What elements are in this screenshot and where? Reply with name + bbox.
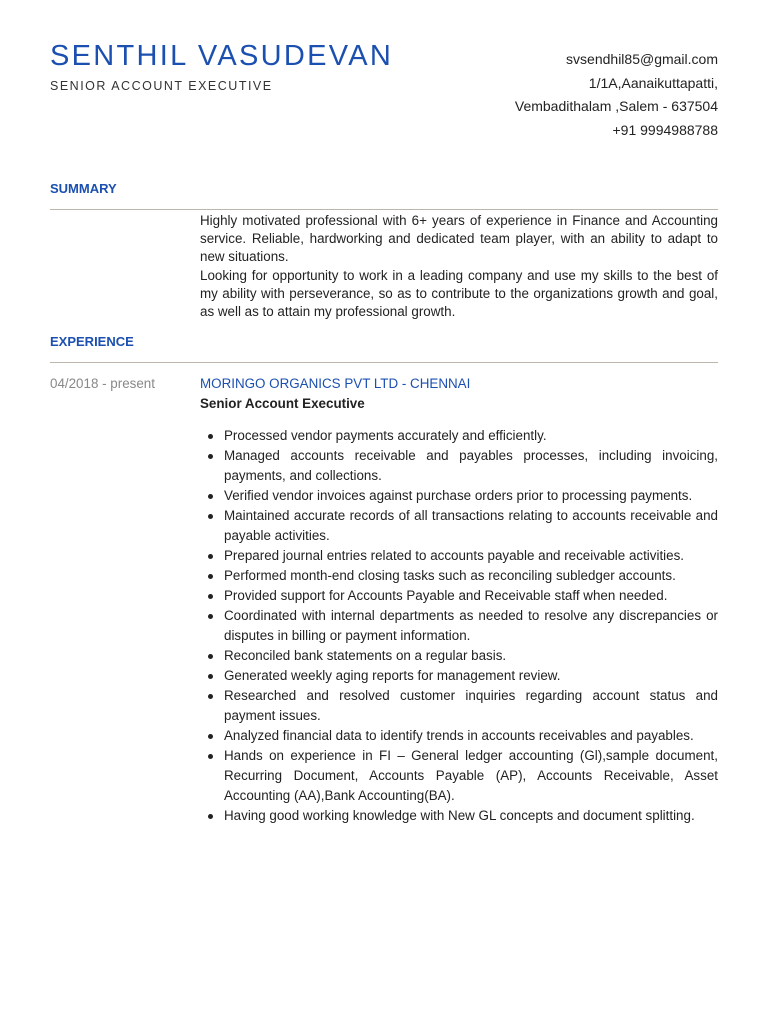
list-item: Coordinated with internal departments as needed to resolve any discrepancies or disputes in billing or payment information. (200, 606, 718, 646)
phone-text: +91 9994988788 (612, 121, 718, 138)
list-item: Maintained accurate records of all transactions relating to accounts receivable and payable activities. (200, 506, 718, 546)
candidate-name: SENTHIL VASUDEVAN (50, 40, 394, 72)
experience-heading: EXPERIENCE (50, 334, 134, 349)
email-text: svsendhil85@gmail.com (566, 51, 718, 67)
job-bullet-list (200, 426, 718, 826)
job-dates: 04/2018 - present (50, 376, 155, 391)
list-item: Prepared journal entries related to accounts payable and receivable activities. (200, 546, 718, 566)
candidate-role: SENIOR ACCOUNT EXECUTIVE (50, 79, 273, 93)
job-title: Senior Account Executive (200, 396, 365, 411)
job-company: MORINGO ORGANICS PVT LTD - CHENNAI (200, 376, 471, 391)
list-item: Researched and resolved customer inquiries regarding account status and payment issues. (200, 686, 718, 726)
summary-heading: SUMMARY (50, 181, 117, 196)
list-item: Analyzed financial data to identify trends in accounts receivables and payables. (200, 726, 718, 746)
list-item: Generated weekly aging reports for management review. (200, 666, 718, 686)
summary-text (200, 212, 718, 321)
address-line-2: Vembadithalam ,Salem - 637504 (514, 98, 718, 114)
summary-paragraph-2: Looking for opportunity to work in a leading company and use my skills to the best of my ability with perseverance, so as to contribute to the organizations growth and goal, as well as to attain my professional growth. (200, 267, 718, 320)
summary-divider (50, 209, 718, 210)
list-item: Provided support for Accounts Payable and Receivable staff when needed. (200, 586, 718, 606)
list-item: Processed vendor payments accurately and efficiently. (200, 426, 718, 446)
list-item: Verified vendor invoices against purchase orders prior to processing payments. (200, 486, 718, 506)
experience-divider (50, 362, 718, 363)
list-item: Hands on experience in FI – General ledger accounting (Gl),sample document, Recurring Document, Accounts Payable (AP), Accounts Receivable, Asset Accounting (AA),Bank Accounting(BA). (200, 746, 718, 806)
list-item: Managed accounts receivable and payables processes, including invoicing, payments, and collections. (200, 446, 718, 486)
contact-block (515, 48, 718, 142)
summary-paragraph-1: Highly motivated professional with 6+ years of experience in Finance and Accounting service. Reliable, hardworking and dedicated team player, with an ability to adapt to new situations. (200, 213, 718, 265)
list-item: Having good working knowledge with New GL concepts and document splitting. (200, 806, 718, 826)
address-line-1: 1/1A,Aanaikuttapatti, (588, 74, 718, 91)
list-item: Performed month-end closing tasks such as reconciling subledger accounts. (200, 566, 718, 586)
list-item: Reconciled bank statements on a regular basis. (200, 646, 718, 666)
